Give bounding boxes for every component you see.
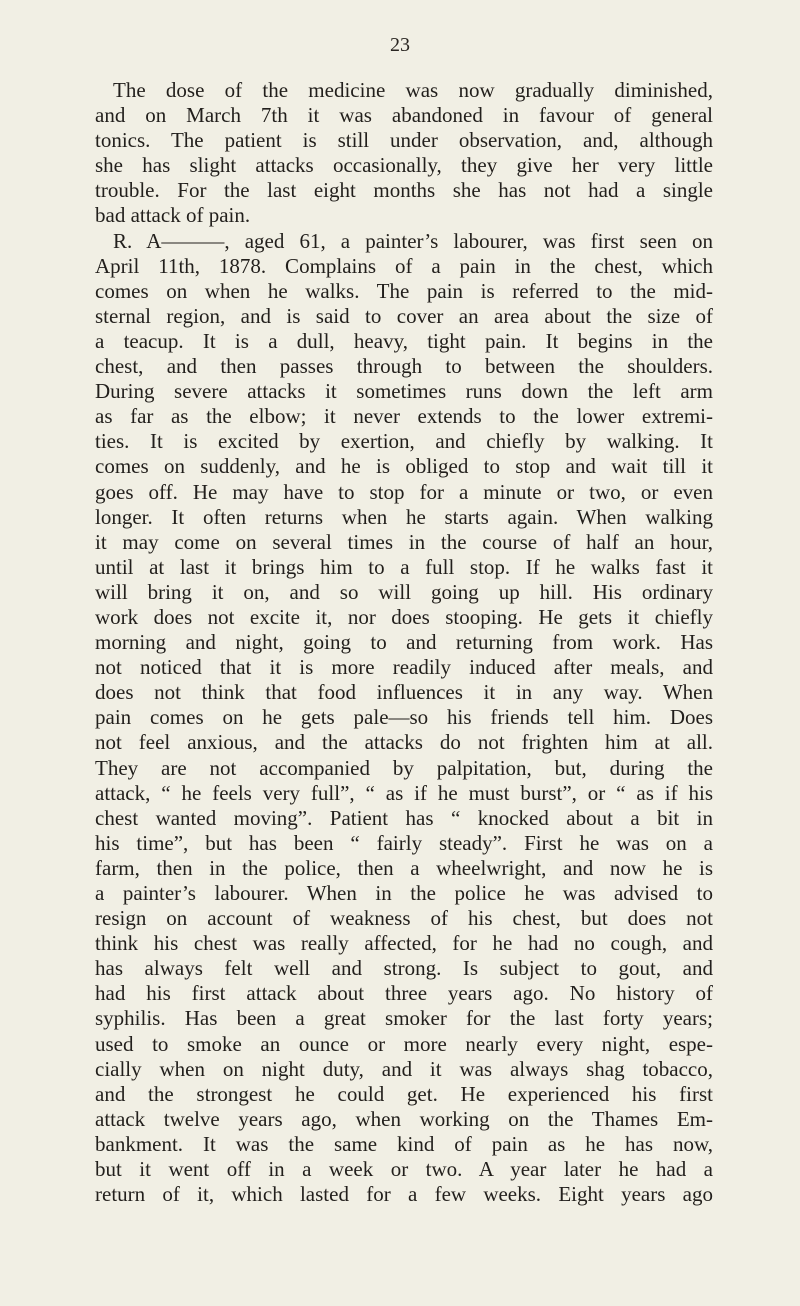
page-number: 23 (390, 34, 410, 56)
text-line: his time”, but has been “ fairly steady”. First he was on a (95, 830, 713, 855)
text-line: as far as the elbow; it never extends to the lower extremi- (95, 404, 713, 429)
text-line: farm, then in the police, then a wheelwright, and now he is (95, 855, 713, 880)
text-line: bankment. It was the same kind of pain as he has now, (95, 1131, 713, 1156)
text-line: has always felt well and strong. Is subject to gout, and (95, 956, 713, 981)
text-line: syphilis. Has been a great smoker for the last forty years; (95, 1006, 713, 1031)
text-line: until at last it brings him to a full stop. If he walks fast it (95, 554, 713, 579)
text-line: return of it, which lasted for a few weeks. Eight years ago (95, 1182, 713, 1207)
text-line: April 11th, 1878. Complains of a pain in the chest, which (95, 253, 713, 278)
text-line: attack twelve years ago, when working on the Thames Em- (95, 1106, 713, 1131)
text-line: attack, “ he feels very full”, “ as if he must burst”, or “ as if his (95, 780, 713, 805)
text-line: but it went off in a week or two. A year later he had a (95, 1157, 713, 1182)
text-line: comes on when he walks. The pain is referred to the mid- (95, 278, 713, 303)
text-line: During severe attacks it sometimes runs down the left arm (95, 379, 713, 404)
text-line: morning and night, going to and returning from work. Has (95, 630, 713, 655)
text-line: tonics. The patient is still under observation, and, although (95, 128, 713, 153)
text-line: think his chest was really affected, for he had no cough, and (95, 931, 713, 956)
text-line: sternal region, and is said to cover an area about the size of (95, 303, 713, 328)
text-line: and the strongest he could get. He experienced his first (95, 1081, 713, 1106)
text-line: a painter’s labourer. When in the police he was advised to (95, 881, 713, 905)
text-line: work does not excite it, nor does stooping. He gets it chiefly (95, 604, 713, 629)
text-line: chest wanted moving”. Patient has “ knocked about a bit in (95, 805, 713, 830)
text-line: trouble. For the last eight months she has not had a single (95, 178, 713, 203)
text-line: does not think that food influences it in any way. When (95, 680, 713, 705)
text-line: had his first attack about three years ago. No history of (95, 981, 713, 1006)
text-line: not noticed that it is more readily induced after meals, and (95, 655, 713, 680)
text-line: They are not accompanied by palpitation, but, during the (95, 755, 713, 780)
text-line: a teacup. It is a dull, heavy, tight pain. It begins in the (95, 328, 713, 353)
text-line: pain comes on he gets pale—so his friends tell him. Does (95, 705, 713, 730)
text-line: and on March 7th it was abandoned in favour of general (95, 103, 713, 128)
paragraph-2 (95, 229, 713, 1208)
text-line: ties. It is excited by exertion, and chiefly by walking. It (95, 429, 713, 454)
body-text (95, 78, 713, 1207)
text-line: longer. It often returns when he starts again. When walking (95, 504, 713, 529)
text-line: not feel anxious, and the attacks do not frighten him at all. (95, 730, 713, 755)
text-line: The dose of the medicine was now gradually diminished, (113, 78, 713, 102)
text-line: bad attack of pain. (95, 203, 251, 228)
text-line: used to smoke an ounce or more nearly every night, espe- (95, 1031, 713, 1056)
text-line: goes off. He may have to stop for a minute or two, or even (95, 479, 713, 504)
text-line: cially when on night duty, and it was always shag tobacco, (95, 1056, 713, 1081)
text-line: will bring it on, and so will going up hill. His ordinary (95, 579, 713, 604)
text-line: she has slight attacks occasionally, they give her very little (95, 153, 713, 178)
paragraph-1 (95, 78, 713, 229)
text-line: chest, and then passes through to between the shoulders. (95, 354, 713, 379)
text-line: comes on suddenly, and he is obliged to stop and wait till it (95, 454, 713, 479)
text-line: it may come on several times in the course of half an hour, (95, 529, 713, 554)
text-line: resign on account of weakness of his chest, but does not (95, 906, 713, 931)
text-line: R. A———, aged 61, a painter’s labourer, was first seen on (113, 228, 713, 253)
